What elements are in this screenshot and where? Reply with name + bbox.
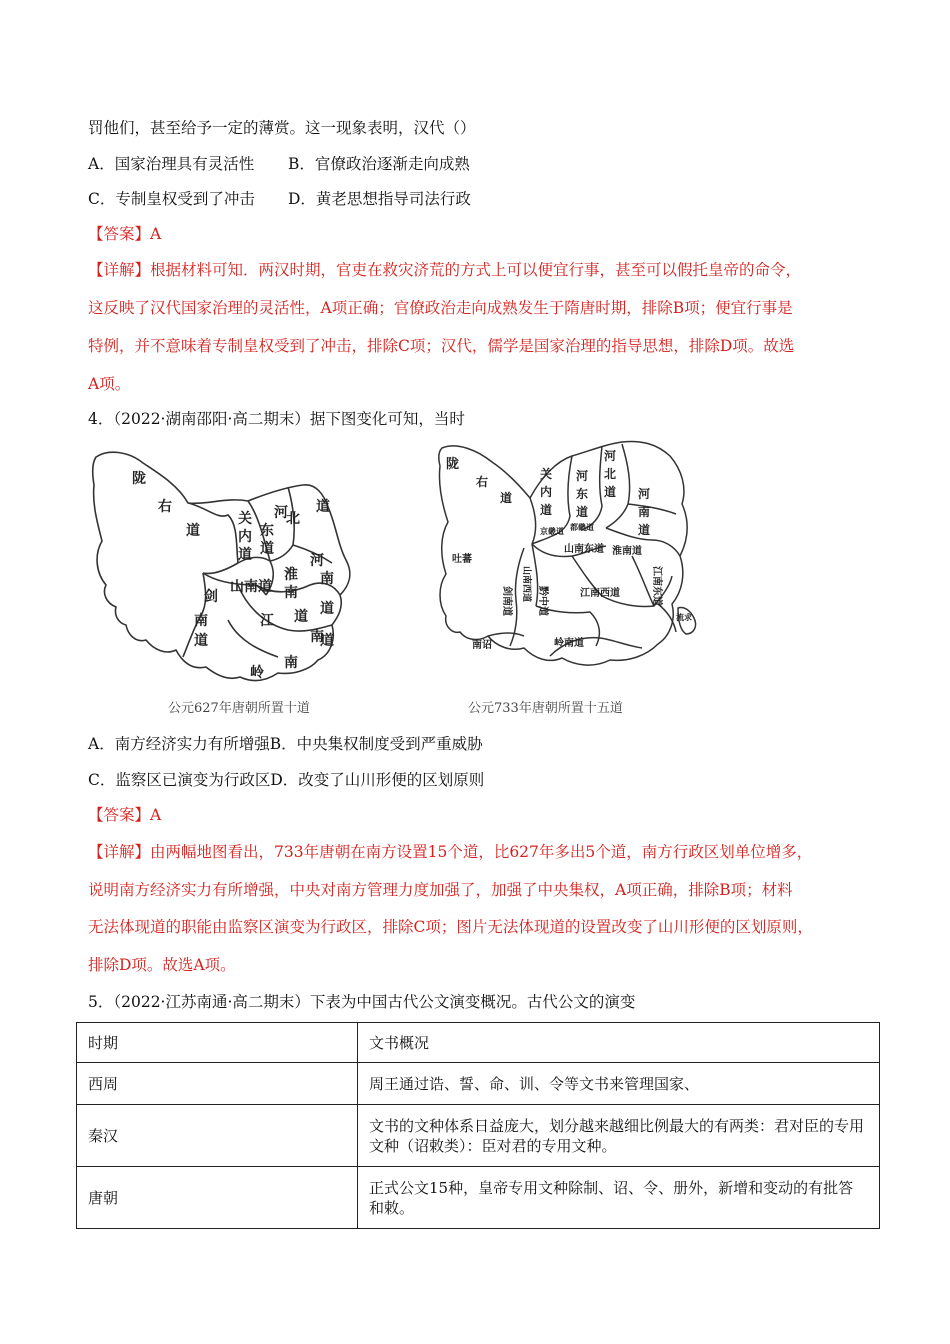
q4-option-a[interactable]: A．南方经济实力有所增强 xyxy=(88,735,270,753)
map1-label-huai: 南 xyxy=(284,585,298,601)
q4-stem: 4．（2022·湖南邵阳·高二期末）据下图变化可知，当时 xyxy=(88,410,465,428)
map1-label-guan: 关 xyxy=(238,511,252,527)
map1-label-nan-5: 南 xyxy=(284,655,298,671)
map2-label-nan-1: 南 xyxy=(638,505,651,519)
map1-label-dao-8: 道 xyxy=(320,633,334,649)
map2-label-dao-3: 道 xyxy=(576,505,589,519)
map1-label-nan-1: 河 xyxy=(310,553,324,569)
q4-option-d[interactable]: D．改变了山川形便的区划原则 xyxy=(270,771,485,789)
map2-label-jiannan: 剑南道 xyxy=(501,586,512,616)
map-733-fifteen-circuits xyxy=(432,436,702,688)
map2-label-lingnan: 岭南道 xyxy=(554,638,584,649)
q3-answer-value: A xyxy=(150,225,162,243)
map2-label-guan: 关 xyxy=(540,467,553,481)
q3-option-a[interactable]: A．国家治理具有灵活性 xyxy=(88,155,255,173)
map2-label-dong: 东 xyxy=(576,487,589,501)
map1-label-dao-3: 道 xyxy=(260,541,274,557)
map1-label-shannan: 山南道 xyxy=(230,579,272,595)
map2-label-shannan-xi: 山南西道 xyxy=(521,566,531,603)
map1-label-dao-4: 南 xyxy=(320,571,334,587)
map2-label-duji: 都畿道 xyxy=(570,522,594,532)
table-row xyxy=(77,1063,880,1105)
map1-label-nan-2: 南 xyxy=(194,613,208,629)
map2-label-jiangnan-xi: 江南西道 xyxy=(580,588,620,599)
q3-options-row1 xyxy=(88,154,470,174)
q3-stem-tail: 罚他们，甚至给予一定的薄赏。这一现象表明，汉代（） xyxy=(88,119,476,137)
q4-explain-line-1 xyxy=(88,842,812,862)
map2-label-dao-4: 道 xyxy=(604,485,617,499)
table-cell-overview: 正式公文15种，皇帝专用文种除制、诏、令、册外，新增和变动的有批答和敕。 xyxy=(358,1167,880,1229)
map-627-ten-circuits xyxy=(88,445,360,690)
map1-label-dao-5: 道 xyxy=(194,633,208,649)
map2-label-qianzhong: 黔中道 xyxy=(537,586,548,616)
table-cell-period: 西周 xyxy=(77,1063,358,1105)
table-cell-overview: 文书的文种体系日益庞大，划分越来越细比例最大的有两类：君对臣的专用文种（诏敕类）：臣对君的专用文种。 xyxy=(358,1105,880,1167)
q4-option-c[interactable]: C．监察区已演变为行政区 xyxy=(88,771,271,789)
map1-label-jiang: 江 xyxy=(260,613,274,629)
q3-option-d[interactable]: D．黄老思想指导司法行政 xyxy=(288,190,471,208)
map2-label-nei: 内 xyxy=(540,485,553,499)
map1-label-bei: 北 xyxy=(286,511,300,527)
map1-label-nan-3: 道 xyxy=(294,609,308,625)
q3-option-b[interactable]: B．官僚政治逐渐走向成熟 xyxy=(288,155,470,173)
map1-label-nei: 内 xyxy=(238,529,252,545)
map2-label-jingji: 京畿道 xyxy=(540,526,564,536)
q5-table xyxy=(76,1022,880,1229)
table-header-row xyxy=(77,1023,880,1063)
table-row xyxy=(77,1167,880,1229)
q4-explain-line-2: 说明南方经济实力有所增强，中央对南方管理力度加强了，加强了中央集权，A项正确，排除B项；材料 xyxy=(88,881,793,899)
q4-answer xyxy=(88,805,161,825)
table-row xyxy=(77,1105,880,1167)
q3-explain-line-4: A项。 xyxy=(88,375,131,393)
q4-explain-label: 【详解】 xyxy=(88,843,151,861)
map1-caption: 公元627年唐朝所置十道 xyxy=(168,701,310,716)
q3-options-row2 xyxy=(88,189,471,209)
map1-label-dao-1: 道 xyxy=(186,523,200,539)
map1-label-he-2: 道 xyxy=(316,499,330,515)
q4-options-row2 xyxy=(88,770,484,790)
map1-label-long: 陇 xyxy=(132,471,146,487)
map2-label-jiangnan-dong: 江南东道 xyxy=(651,566,662,606)
q4-explain-line-4: 排除D项。故选A项。 xyxy=(88,956,236,974)
map2-label-he-2: 河 xyxy=(604,449,617,463)
table-cell-period: 秦汉 xyxy=(77,1105,358,1167)
table-cell-overview: 周王通过诰、誓、命、训、令等文书来管理国家、 xyxy=(358,1063,880,1105)
table-header-overview: 文书概况 xyxy=(358,1023,880,1063)
q4-answer-value: A xyxy=(150,806,162,824)
map2-label-dao-2: 道 xyxy=(540,503,553,517)
table-cell-period: 唐朝 xyxy=(77,1167,358,1229)
map2-label-bei: 北 xyxy=(604,467,617,481)
q3-answer xyxy=(88,224,161,244)
map2-label-he-1: 河 xyxy=(576,469,589,483)
map1-label-jian: 剑 xyxy=(204,589,218,605)
map1-label-dong: 东 xyxy=(260,523,274,539)
q3-explain-line-3: 特例，并不意味着专制皇权受到了冲击，排除C项；汉代，儒学是国家治理的指导思想，排除D项。故选 xyxy=(88,337,795,355)
map1-label-dao-2: 道 xyxy=(238,547,252,563)
q3-option-c[interactable]: C．专制皇权受到了冲击 xyxy=(88,190,255,208)
q3-explain-label: 【详解】 xyxy=(88,261,151,279)
q3-explain-line-2: 这反映了汉代国家治理的灵活性，A项正确；官僚政治走向成熟发生于隋唐时期，排除B项；便宜行事是 xyxy=(88,299,793,317)
q3-explain-line-1 xyxy=(88,260,801,280)
map2-label-shannan-dong: 山南东道 xyxy=(564,544,604,555)
map2-label-you: 右 xyxy=(476,475,489,489)
map2-label-dao-1: 道 xyxy=(500,491,513,505)
map2-label-he-3: 河 xyxy=(638,487,651,501)
q3-answer-label: 【答案】 xyxy=(88,225,151,243)
q4-explain-text-1: 由两幅地图看出，733年唐朝在南方设置15个道，比627年多出5个道，南方行政区划单位增多， xyxy=(150,843,813,861)
q5-stem: 5．（2022·江苏南通·高二期末）下表为中国古代公文演变概况。古代公文的演变 xyxy=(88,993,636,1011)
q3-explain-text-1: 根据材料可知．两汉时期，官吏在救灾济荒的方式上可以便宜行事，甚至可以假托皇帝的命令， xyxy=(150,261,802,279)
q4-explain-line-3: 无法体现道的职能由监察区演变为行政区，排除C项；图片无法体现道的设置改变了山川形便的区划原则， xyxy=(88,918,813,936)
q4-options-row1 xyxy=(88,734,483,754)
map2-label-tubo: 吐蕃 xyxy=(452,554,472,565)
map1-label-he-1: 河 xyxy=(274,505,288,521)
map1-label-you: 右 xyxy=(158,499,172,515)
map2-label-dao-5: 道 xyxy=(638,523,651,537)
q4-answer-label: 【答案】 xyxy=(88,806,151,824)
map1-label-nan-4: 南 xyxy=(310,629,324,645)
table-header-period: 时期 xyxy=(77,1023,358,1063)
q4-option-b[interactable]: B．中央集权制度受到严重威胁 xyxy=(269,735,483,753)
map2-caption: 公元733年唐朝所置十五道 xyxy=(468,701,623,716)
map2-label-liuqiu: 流求 xyxy=(676,612,692,622)
map2-label-nanzhao: 南诏 xyxy=(472,640,492,651)
map2-label-huainan: 淮南道 xyxy=(612,546,642,557)
map1-label-dao-7: 道 xyxy=(320,601,334,617)
map1-label-ling: 岭 xyxy=(250,665,264,681)
map2-label-long: 陇 xyxy=(446,457,460,472)
map1-label-dao-6: 淮 xyxy=(284,567,298,583)
